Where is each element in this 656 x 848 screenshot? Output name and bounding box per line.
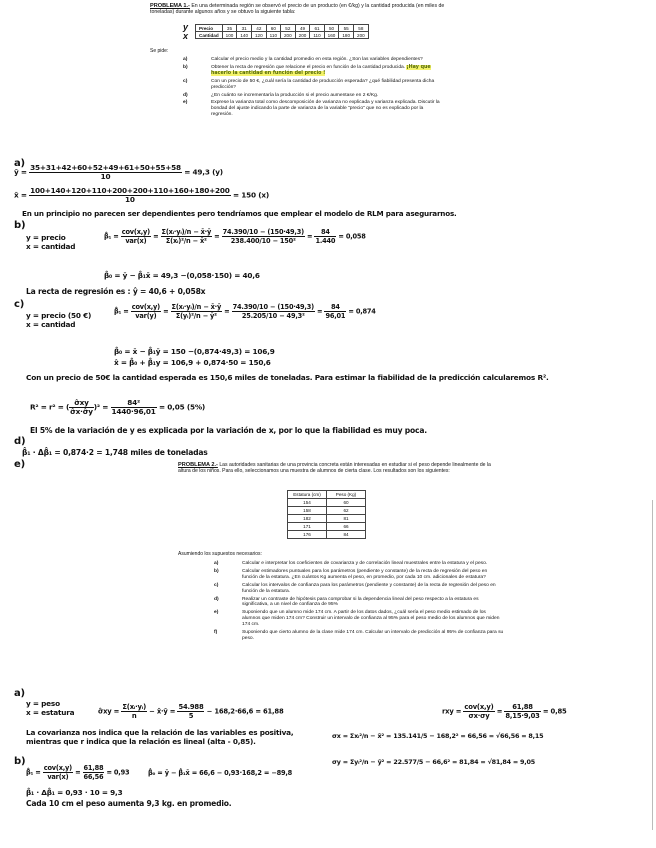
denominator: 66,56 — [83, 773, 104, 781]
correlation-formula: rxy = $\frac{\text{cov(x,y)}}{\sigma x\cdot\sigma y}$ = $\frac{61,88}{8,15\cdot 9,03}$ = 0,85 — [442, 703, 567, 720]
denominator: 5 — [188, 712, 194, 720]
fraction — [29, 187, 231, 204]
fraction — [29, 164, 182, 181]
covariance-formula — [98, 703, 284, 720]
denominator: 1440·96,01 — [111, 407, 156, 416]
table-cell: 31 — [237, 25, 252, 32]
problem1-questions — [183, 57, 445, 120]
price-quantity-table — [195, 24, 369, 39]
r2-lhs: R² = r² = — [30, 402, 64, 412]
table-cell: 110 — [310, 32, 324, 39]
table-cell: 176 — [288, 531, 327, 539]
c-def-y: y = precio (50 €) — [26, 311, 92, 320]
denominator: σx·σy — [468, 712, 490, 720]
p2-beta1-formula: β̂₁ = $\frac{\text{cov(x,y)}}{\text{var(x)}}$ = $\frac{61,88}{66,56}$ = 0,93 — [26, 764, 130, 781]
column-header: Peso (Kg) — [327, 491, 366, 499]
table-cell: 52 — [281, 25, 296, 32]
table-cell: 58 — [354, 25, 369, 32]
table-cell: 182 — [288, 515, 327, 523]
p2-beta0-line: β̂₀ = ȳ − β̂₁x̄ = 66,6 − 0,93·168,2 = −89,8 — [148, 769, 293, 777]
table-cell: 171 — [288, 523, 327, 531]
fraction — [222, 228, 305, 245]
problem2-questions — [214, 561, 504, 644]
numerator: Σ(xᵢ·yᵢ)/n − x̄·ȳ — [161, 228, 212, 236]
denominator: Σ(xᵢ)²/n − x̄² — [165, 237, 207, 245]
var-y-label: y — [183, 22, 189, 32]
numerator: 100+140+120+110+200+200+110+160+180+200 — [30, 186, 230, 195]
table-row — [288, 499, 366, 507]
fraction — [232, 303, 315, 320]
p2-b-conclusion: Cada 10 cm el peso aumenta 9,3 kg. en promedio. — [26, 799, 232, 808]
table-row — [288, 531, 366, 539]
table-row — [196, 32, 369, 39]
numerator: 61,88 — [504, 703, 540, 712]
b-beta1-formula: β̂₁ = $\frac{\text{cov(x,y)}}{\text{var(x)}}$ = $\frac{\text{Σ(xᵢ·yᵢ)/n − x̄·ȳ}}{\text{Σ(xᵢ)²/n − x̄²}}$ = $\frac{74.390/10 - (150\cdot 49,3)}{\text{238.400/10 − 150²}}$ = $\frac{84}{1.440}$ = 0,058 — [104, 228, 366, 245]
table-cell: 42 — [252, 25, 267, 32]
table-cell: 100 — [222, 32, 237, 39]
fraction — [177, 703, 204, 720]
beta1-result: = 0,874 — [348, 307, 376, 316]
fraction — [161, 228, 213, 245]
covariance-interpretation: La covarianza nos indica que la relación de las variables es positiva, mientras que r indica que la relación es lineal (alta - 0,85). — [26, 728, 294, 746]
table-cell: 160 — [324, 32, 339, 39]
ybar-formula — [14, 164, 223, 181]
beta1-lhs: β̂₁ = — [114, 307, 129, 316]
table-cell: 84 — [327, 531, 366, 539]
table-row — [196, 25, 369, 32]
question-text: ¿En cuánto se incrementaría la producción si el precio aumentase en 2 €/Kg. — [211, 92, 379, 98]
numerator: cov(x,y) — [131, 303, 160, 311]
fraction — [131, 303, 161, 320]
question-letter: e) — [183, 100, 188, 106]
se-pide-label: Se pide: — [150, 48, 169, 54]
question-text: Realizar un contraste de hipótesis para comprobar si la dependencia lineal del peso respecto a la estatura es significativa, a un nivel de confianza de 95% — [242, 596, 479, 608]
denominator: 8,15·9,03 — [505, 712, 540, 720]
denominator: Σ(yᵢ)²/n − ȳ² — [175, 312, 217, 320]
xbar-lhs: x̄ = — [14, 190, 27, 200]
covariance-lhs: σ̂xy = — [98, 707, 120, 716]
table-cell: 50 — [324, 25, 339, 32]
denominator: 10 — [100, 172, 111, 181]
numerator: 61,88 — [83, 764, 104, 772]
list-item — [214, 569, 504, 581]
answer-e-label: e) — [14, 459, 25, 470]
covariance-mid: − x̄·ȳ = — [149, 707, 176, 716]
beta1-result: = 0,93 — [106, 768, 130, 777]
question-text: Calcular el precio medio y la cantidad promedio en esta región. ¿Son las variables dependientes? — [211, 57, 423, 62]
fraction — [69, 399, 94, 416]
list-item — [214, 597, 504, 609]
xbar-result: = 150 (x) — [233, 190, 270, 200]
question-text: Calcular estimadores puntuales para los parámetros (pendiente y constante) de la recta de regresión del peso en función de la estatura. ¿En cuántos Kg aumenta el peso, en promedio, por cada 10 cm. adicionales de estatura? — [242, 568, 488, 580]
denominator: n — [131, 712, 137, 720]
problem1-intro: En una determinada región se observó el precio de un producto (en €/kg) y la cantidad producida (en miles de toneladas) durante algunos años y se obtuvo la siguiente tabla: — [150, 3, 445, 16]
table-cell: 200 — [295, 32, 310, 39]
numerator: 74.390/10 − (150·49,3) — [232, 303, 314, 311]
p2-def-x: x = estatura — [26, 708, 75, 717]
denominator: var(x) — [125, 237, 147, 245]
numerator: σ̂xy — [69, 399, 94, 408]
fraction — [111, 399, 157, 416]
denominator: 25.205/10 − 49,3² — [241, 312, 305, 320]
numerator: Σ(xᵢ·yᵢ) — [122, 703, 146, 711]
list-item — [214, 610, 504, 628]
table-cell: 110 — [266, 32, 280, 39]
table-cell: 140 — [237, 32, 252, 39]
xbar-formula — [14, 187, 269, 204]
asumiendo-label: Asumiendo los supuestos necesarios: — [178, 551, 262, 557]
list-item — [183, 79, 445, 91]
table-cell: 61 — [310, 25, 324, 32]
question-text: Suponiendo que cierto alumno de la clase mide 174 cm. Calcular un intervalo de predicción al 95% de confianza para su peso. — [242, 630, 504, 641]
question-text: Calcular e interpretar los coeficientes de covarianza y de correlación lineal muestrales entre la estatura y el peso. — [242, 561, 488, 566]
column-header: Estatura (cm) — [288, 491, 327, 499]
c-text: Con un precio de 50€ la cantidad esperada es 150,6 miles de toneladas. Para estimar la fiabilidad de la predicción calcularemos R². — [26, 373, 549, 382]
numerator: Σ(xᵢ·yᵢ)/n − x̄·ȳ — [171, 303, 222, 311]
problem2-intro: Las autoridades sanitarias de una provincia concreta están interesadas en estudiar si el peso depende linealmente de la altura de los niños. Para ello, seleccionamos una muestra de alumnos de cierta clase. Los resultados son los siguientes: — [178, 462, 491, 475]
question-letter: e) — [214, 610, 219, 616]
beta1-result: = 0,058 — [338, 232, 366, 241]
list-item — [183, 100, 445, 118]
p2-def-y: y = peso — [26, 699, 60, 708]
c-beta0-line: β̂₀ = x̄ − β̂₁ȳ = 150 −(0,874·49,3) = 106,9 — [114, 347, 275, 356]
r2-result: = 0,05 (5%) — [159, 402, 206, 412]
question-text: Calcular los intervalos de confianza para los parámetros (pendiente y constante) de la recta de regresión del peso en función de la estatura. — [242, 582, 496, 594]
numerator: cov(x,y) — [121, 228, 150, 236]
answer-a-text: En un principio no parecen ser dependientes pero tendríamos que emplear el modelo de RLM para asegurarnos. — [22, 209, 457, 218]
c-def-x: x = cantidad — [26, 320, 76, 329]
p2-answer-a-label: a) — [14, 688, 25, 699]
c-beta1-formula: β̂₁ = $\frac{\text{cov(x,y)}}{\text{var(y)}}$ = $\frac{\text{Σ(xᵢ·yᵢ)/n − x̄·ȳ}}{\text{Σ(yᵢ)²/n − ȳ²}}$ = $\frac{74.390/10 - (150\cdot 49,3)}{\text{25.205/10 − 49,3²}}$ = $\frac{84}{96,01}$ = 0,874 — [114, 303, 376, 320]
list-item — [214, 561, 504, 567]
table-cell: 62 — [327, 507, 366, 515]
numerator: 84² — [111, 399, 157, 408]
numerator: 54.988 — [178, 703, 204, 711]
list-item — [214, 583, 504, 595]
fraction — [171, 303, 223, 320]
table-cell: 60 — [266, 25, 280, 32]
table-cell: 120 — [252, 32, 267, 39]
problem1-title: PROBLEMA 1.- — [150, 3, 190, 9]
p2-beta1-delta: β̂₁ · Δβ̂₁ = 0,93 · 10 = 9,3 — [26, 788, 123, 797]
denominator: var(x) — [47, 773, 69, 781]
row-label: Precio — [196, 25, 223, 32]
b-def-x: x = cantidad — [26, 242, 76, 251]
question-letter: d) — [214, 596, 219, 602]
numerator: 74.390/10 − (150·49,3) — [222, 228, 304, 236]
table-cell: 180 — [339, 32, 354, 39]
highlighted-handwritten-note: ¡Hay que hacerlo la cantidad en función del precio ! — [211, 64, 431, 76]
question-text: Obtener la recta de regresión que relacione el precio en función de la cantidad producida. — [211, 64, 406, 70]
var-x-label: x — [183, 31, 189, 41]
table-cell: 154 — [288, 499, 327, 507]
row-label: Cantidad — [196, 32, 223, 39]
question-letter: d) — [183, 92, 188, 98]
question-text: Exprese la varianza total como descomposición de varianza no explicada y varianza explicada. Discutir la bondad del ajuste indicando la parte de varianza de la variable "precio" que no es explicado por la regresión. — [211, 100, 440, 118]
r2-formula: R² = r² = ( $\frac{\sigmâxy}{\sigmâx\cdot\sigmây}$ )² = $\frac{\text{84²}}{1440\cdot 96,01}$ = 0,05 (5%) — [30, 398, 206, 416]
c-prediction: x̂ = β̂₀ + β̂₁y = 106,9 + 0,874·50 = 150,6 — [114, 358, 271, 367]
sigma-x-line: σx = Σxᵢ²/n − x̄² = 135.141/5 − 168,2² = 66,56 = √66,56 = 8,15 — [332, 732, 544, 740]
table-cell: 35 — [222, 25, 237, 32]
problem2-title: PROBLEMA 2.- — [178, 462, 218, 468]
sigma-y-line: σy = Σyᵢ²/n − ȳ² = 22.577/5 − 66,6² = 81,84 = √81,84 = 9,05 — [332, 758, 536, 766]
ybar-result: = 49,3 (y) — [184, 167, 223, 177]
numerator: 84 — [324, 303, 346, 312]
question-letter: b) — [214, 568, 219, 574]
answer-d-label: d) — [14, 436, 26, 447]
table-cell: 55 — [339, 25, 354, 32]
ybar-lhs: ȳ = — [14, 167, 27, 177]
question-letter: c) — [214, 582, 219, 588]
fraction — [314, 228, 336, 245]
fraction — [504, 703, 540, 720]
d-line: β̂₁ · Δβ̂₁ = 0,874·2 = 1,748 miles de toneladas — [22, 448, 208, 457]
list-item — [183, 65, 445, 77]
question-text: Con un precio de 50 €, ¿cuál sería la cantidad de producción esperada? ¿qué fiabilidad presenta dicha predicción? — [211, 78, 435, 90]
c-text-2: El 5% de la variación de y es explicada por la variación de x, por lo que la fiabilidad es muy poca. — [30, 426, 427, 435]
list-item — [183, 93, 445, 99]
problem1-statement — [150, 3, 450, 15]
table-cell: 49 — [295, 25, 310, 32]
table-cell: 200 — [354, 32, 369, 39]
fraction — [83, 764, 105, 781]
question-letter: a) — [183, 57, 188, 62]
table-header-row — [288, 491, 366, 499]
fraction — [43, 764, 73, 781]
correlation-result: = 0,85 — [542, 707, 567, 716]
list-item — [183, 57, 445, 63]
height-weight-table — [287, 490, 366, 539]
table-row — [288, 507, 366, 515]
question-text: Suponiendo que un alumno mide 174 cm. A partir de los datos dados, ¿cuál sería el peso medio estimado de los alumnos que miden 174 cm? Construir un intervalo de confianza al 95% para el peso medio de los alumnos que miden 174 cm. — [242, 610, 500, 628]
question-letter: a) — [214, 561, 219, 566]
table-cell: 66 — [327, 523, 366, 531]
question-letter: b) — [183, 64, 188, 70]
list-item — [214, 630, 504, 642]
b-beta0-line: β̂₀ = ȳ − β̂₁x̄ = 49,3 −(0,058·150) = 40,6 — [104, 271, 260, 280]
problem2-statement — [178, 462, 500, 474]
numerator: 84 — [314, 228, 336, 237]
beta1-lhs: β̂₁ = — [104, 232, 119, 241]
fraction — [121, 703, 147, 720]
fraction — [324, 303, 346, 320]
table-row — [288, 515, 366, 523]
table-cell: 81 — [327, 515, 366, 523]
answer-b-label: b) — [14, 220, 26, 231]
denominator: var(y) — [135, 312, 157, 320]
p2-answer-b-label: b) — [14, 756, 26, 767]
covariance-result: − 168,2·66,6 = 61,88 — [206, 707, 284, 716]
question-letter: c) — [183, 78, 188, 84]
denominator: σ̂x·σ̂y — [70, 407, 93, 416]
answer-c-label: c) — [14, 299, 25, 310]
denominator: 96,01 — [325, 312, 346, 320]
denominator: 10 — [125, 195, 135, 204]
numerator: cov(x,y) — [43, 764, 72, 772]
regression-line: La recta de regresión es : ŷ = 40,6 + 0,058x — [26, 287, 206, 296]
fraction — [463, 703, 494, 720]
page-edge-divider — [652, 500, 653, 830]
table-row — [288, 523, 366, 531]
beta1-lhs: β̂₁ = — [26, 768, 41, 777]
question-letter: f) — [214, 630, 218, 636]
table-cell: 158 — [288, 507, 327, 515]
numerator: cov(x,y) — [464, 703, 494, 711]
b-def-y: y = precio — [26, 233, 66, 242]
denominator: 1.440 — [315, 237, 336, 245]
answer-a-label: a) — [14, 158, 25, 169]
table-cell: 60 — [327, 499, 366, 507]
correlation-lhs: rxy = — [442, 707, 462, 716]
table-cell: 200 — [281, 32, 296, 39]
numerator: 35+31+42+60+52+49+61+50+55+58 — [30, 163, 181, 172]
fraction — [121, 228, 151, 245]
denominator: 238.400/10 − 150² — [230, 237, 296, 245]
